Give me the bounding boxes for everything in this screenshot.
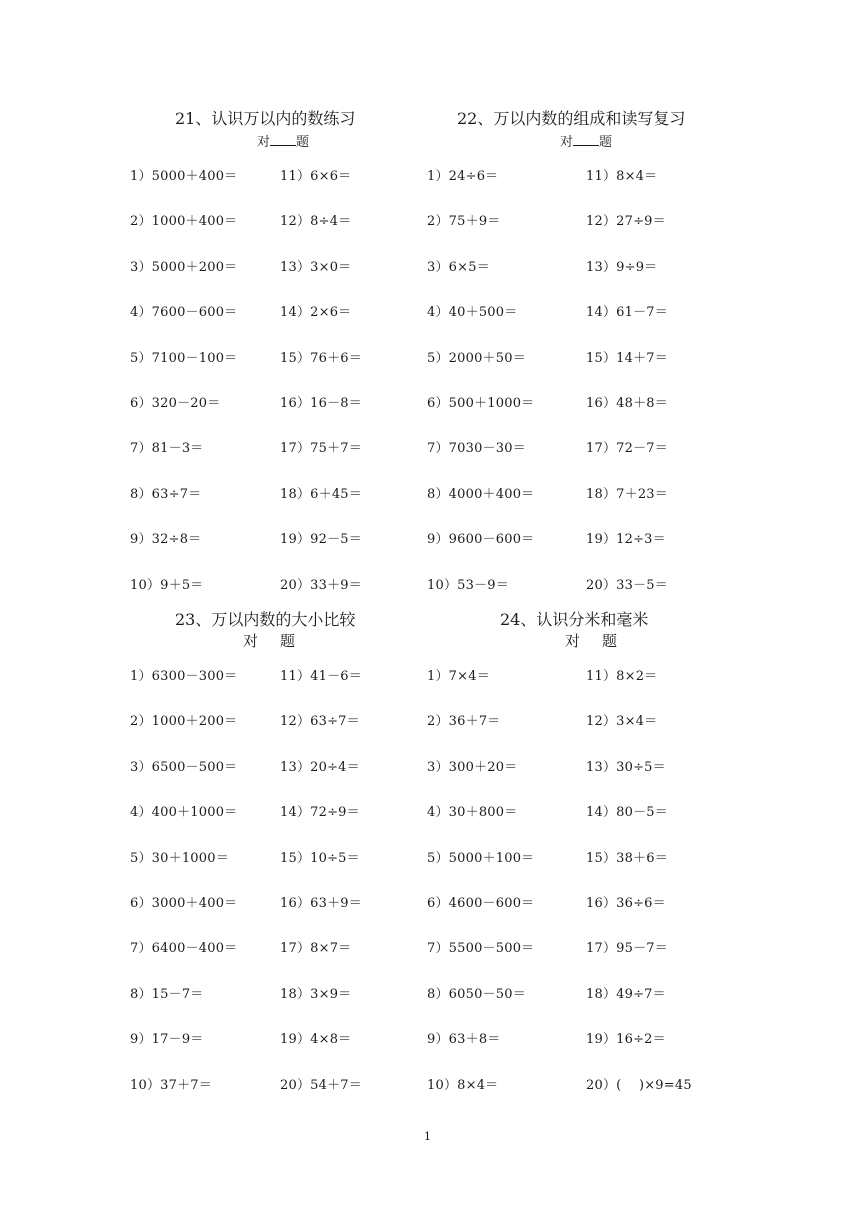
problem-item: 15）10÷5＝ (280, 851, 360, 866)
problem-item: 15）38＋6＝ (586, 851, 668, 866)
problem-item: 16）63＋9＝ (280, 896, 362, 911)
problem-item: 1）7×4＝ (427, 669, 490, 684)
problem-item: 13）30÷5＝ (586, 760, 666, 775)
score-question-label: 题 (280, 632, 296, 650)
problem-item: 4）40＋500＝ (427, 305, 518, 320)
section-title: 24、认识分米和毫米 (500, 610, 649, 629)
problem-item: 20）33＋9＝ (280, 578, 362, 593)
problem-item: 20）33－5＝ (586, 578, 668, 593)
problem-item: 19）4×8＝ (280, 1032, 352, 1047)
problem-item: 2）36＋7＝ (427, 714, 501, 729)
problem-item: 4）30＋800＝ (427, 805, 518, 820)
problem-item: 13）20÷4＝ (280, 760, 360, 775)
problem-item: 2）75＋9＝ (427, 214, 501, 229)
problem-item: 4）400＋1000＝ (130, 805, 238, 820)
problem-item: 11）6×6＝ (280, 169, 352, 184)
problem-item: 16）16－8＝ (280, 396, 362, 411)
score-question-label: 题 (296, 135, 310, 150)
problem-item: 8）15－7＝ (130, 987, 204, 1002)
problem-item: 20）( )×9=45 (586, 1078, 692, 1093)
problem-item: 15）14＋7＝ (586, 351, 668, 366)
problem-item: 3）6×5＝ (427, 260, 490, 275)
score-question-label: 题 (602, 632, 618, 650)
problem-item: 5）7100－100＝ (130, 351, 238, 366)
score-correct-label: 对 (560, 135, 574, 150)
problem-item: 12）8÷4＝ (280, 214, 352, 229)
page-number: 1 (424, 1130, 431, 1143)
problem-item: 11）8×4＝ (586, 169, 658, 184)
problem-item: 17）72－7＝ (586, 441, 668, 456)
problem-item: 7）5500－500＝ (427, 941, 535, 956)
problem-item: 1）5000＋400＝ (130, 169, 238, 184)
problem-item: 5）2000＋50＝ (427, 351, 526, 366)
problem-item: 18）7＋23＝ (586, 487, 668, 502)
problem-item: 7）81－3＝ (130, 441, 204, 456)
problem-item: 3）5000＋200＝ (130, 260, 238, 275)
problem-item: 11）8×2＝ (586, 669, 658, 684)
section-title: 21、认识万以内的数练习 (175, 109, 356, 128)
problem-item: 17）8×7＝ (280, 941, 352, 956)
problem-item: 15）76＋6＝ (280, 351, 362, 366)
problem-item: 2）1000＋400＝ (130, 214, 238, 229)
score-blank[interactable] (270, 133, 296, 146)
problem-item: 9）63＋8＝ (427, 1032, 501, 1047)
score-blank[interactable] (573, 133, 599, 146)
problem-item: 18）49÷7＝ (586, 987, 666, 1002)
section-title: 23、万以内数的大小比较 (175, 610, 356, 629)
score-correct-label: 对 (565, 632, 581, 650)
problem-item: 19）16÷2＝ (586, 1032, 666, 1047)
problem-item: 7）6400－400＝ (130, 941, 238, 956)
problem-item: 13）3×0＝ (280, 260, 352, 275)
score-line (565, 630, 617, 651)
problem-item: 16）36÷6＝ (586, 896, 666, 911)
score-correct-label: 对 (243, 632, 259, 650)
problem-item: 5）30＋1000＝ (130, 851, 229, 866)
problem-item: 14）72÷9＝ (280, 805, 360, 820)
problem-item: 9）17－9＝ (130, 1032, 204, 1047)
score-line (243, 630, 295, 651)
problem-item: 6）4600－600＝ (427, 896, 535, 911)
problem-item: 20）54＋7＝ (280, 1078, 362, 1093)
problem-item: 6）320－20＝ (130, 396, 221, 411)
problem-item: 12）3×4＝ (586, 714, 658, 729)
problem-item: 1）6300－300＝ (130, 669, 238, 684)
problem-item: 9）9600－600＝ (427, 532, 535, 547)
problem-item: 9）32÷8＝ (130, 532, 202, 547)
problem-item: 10）37＋7＝ (130, 1078, 212, 1093)
problem-item: 12）63÷7＝ (280, 714, 360, 729)
problem-item: 8）6050－50＝ (427, 987, 526, 1002)
problem-item: 19）92－5＝ (280, 532, 362, 547)
problem-item: 13）9÷9＝ (586, 260, 658, 275)
problem-item: 17）75＋7＝ (280, 441, 362, 456)
problem-item: 14）2×6＝ (280, 305, 352, 320)
problem-item: 3）6500－500＝ (130, 760, 238, 775)
problem-item: 8）4000＋400＝ (427, 487, 535, 502)
score-line (257, 131, 309, 150)
problem-item: 2）1000＋200＝ (130, 714, 238, 729)
problem-item: 4）7600－600＝ (130, 305, 238, 320)
problem-item: 10）53－9＝ (427, 578, 509, 593)
problem-item: 3）300＋20＝ (427, 760, 518, 775)
section-title: 22、万以内数的组成和读写复习 (457, 109, 686, 128)
score-correct-label: 对 (257, 135, 271, 150)
problem-item: 11）41－6＝ (280, 669, 362, 684)
problem-item: 6）3000＋400＝ (130, 896, 238, 911)
score-line (560, 131, 612, 150)
problem-item: 19）12÷3＝ (586, 532, 666, 547)
problem-item: 17）95－7＝ (586, 941, 668, 956)
problem-item: 18）3×9＝ (280, 987, 352, 1002)
problem-item: 18）6＋45＝ (280, 487, 362, 502)
problem-item: 10）9＋5＝ (130, 578, 204, 593)
problem-item: 7）7030－30＝ (427, 441, 526, 456)
problem-item: 16）48＋8＝ (586, 396, 668, 411)
problem-item: 10）8×4＝ (427, 1078, 499, 1093)
problem-item: 6）500＋1000＝ (427, 396, 535, 411)
problem-item: 1）24÷6＝ (427, 169, 499, 184)
score-question-label: 题 (599, 135, 613, 150)
problem-item: 8）63÷7＝ (130, 487, 202, 502)
problem-item: 14）80－5＝ (586, 805, 668, 820)
problem-item: 5）5000＋100＝ (427, 851, 535, 866)
problem-item: 14）61－7＝ (586, 305, 668, 320)
problem-item: 12）27÷9＝ (586, 214, 666, 229)
